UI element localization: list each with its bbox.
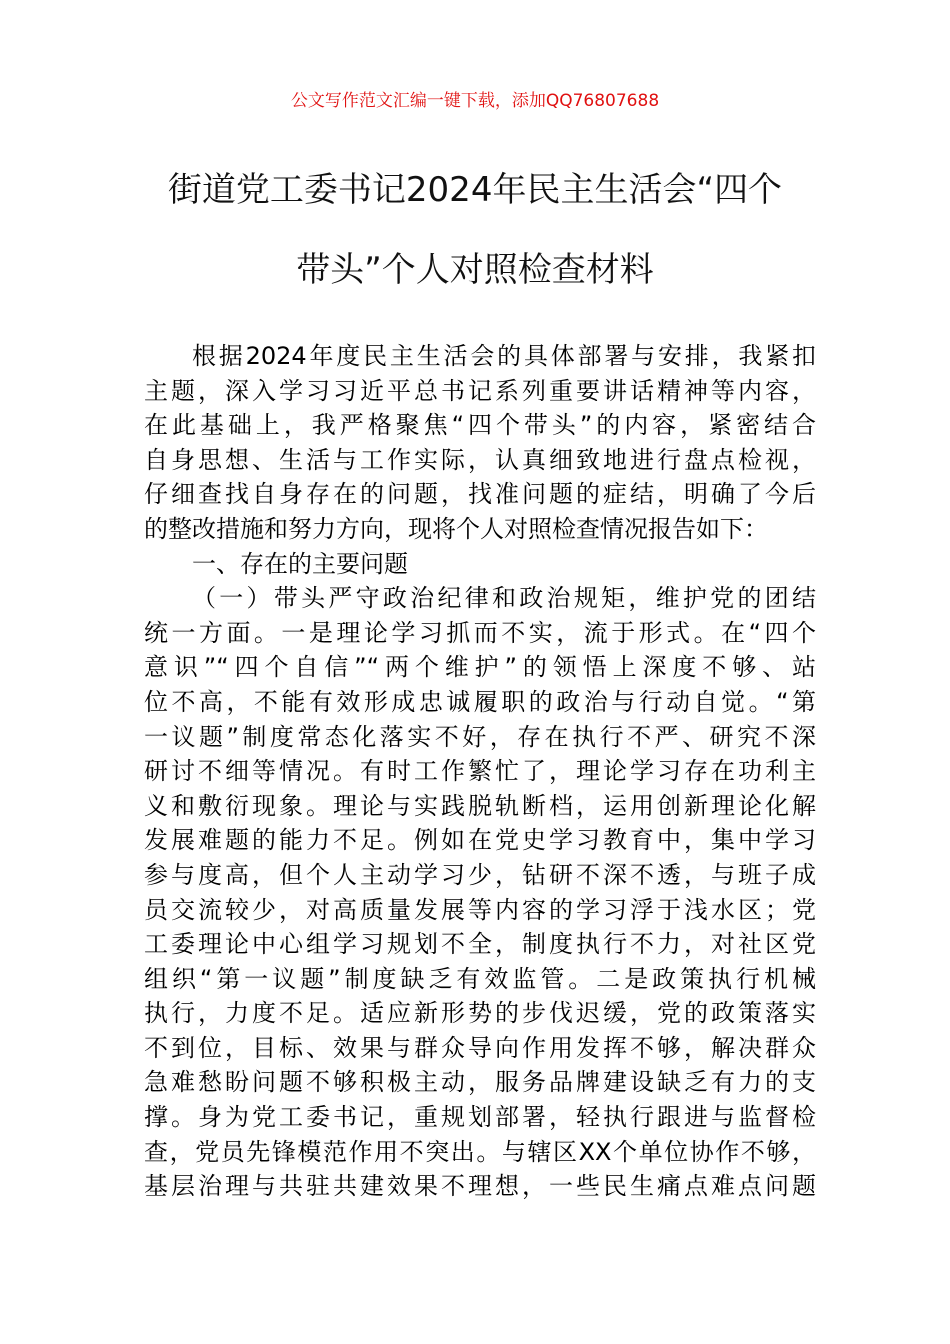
paragraph-line: 义和敷衍现象。理论与实践脱轨断档，运用创新理论化解 <box>144 791 816 820</box>
paragraph-line: 不到位，目标、效果与群众导向作用发挥不够，解决群众 <box>144 1033 816 1062</box>
paragraph-line: 一议题”制度常态化落实不好，存在执行不严、研究不深 <box>144 722 816 751</box>
paragraph-line: 仔细查找自身存在的问题，找准问题的症结，明确了今后 <box>144 480 816 509</box>
paragraph-line: （一）带头严守政治纪律和政治规矩，维护党的团结 <box>192 584 816 613</box>
promo-banner: 公文写作范文汇编一键下载，添加QQ76807688 <box>290 91 660 111</box>
document-title <box>120 150 830 310</box>
document-body <box>144 339 816 1204</box>
paragraph-line: 的整改措施和努力方向，现将个人对照检查情况报告如下： <box>144 514 768 543</box>
paragraph-line: 根据2024年度民主生活会的具体部署与安排，我紧扣 <box>192 342 816 370</box>
section-heading: 一、存在的主要问题 <box>192 549 408 578</box>
paragraph-line: 意识”“四个自信”“两个维护”的领悟上深度不够、站 <box>144 653 816 682</box>
paragraph-line: 位不高，不能有效形成忠诚履职的政治与行动自觉。“第 <box>144 687 816 716</box>
paragraph-line: 参与度高，但个人主动学习少，钻研不深不透，与班子成 <box>144 860 816 889</box>
title-line-2: 带头”个人对照检查材料 <box>296 250 654 290</box>
paragraph-line: 主题，深入学习习近平总书记系列重要讲话精神等内容， <box>144 376 816 405</box>
paragraph-line: 基层治理与共驻共建效果不理想，一些民生痛点难点问题 <box>144 1172 816 1201</box>
title-line-1: 街道党工委书记2024年民主生活会“四个 <box>167 170 783 210</box>
paragraph-line: 自身思想、生活与工作实际，认真细致地进行盘点检视， <box>144 445 816 474</box>
paragraph-line: 在此基础上，我严格聚焦“四个带头”的内容，紧密结合 <box>144 411 816 440</box>
paragraph-line: 撑。身为党工委书记，重规划部署，轻执行跟进与监督检 <box>144 1103 816 1132</box>
paragraph-line: 发展难题的能力不足。例如在党史学习教育中，集中学习 <box>144 826 816 855</box>
paragraph-line: 工委理论中心组学习规划不全，制度执行不力，对社区党 <box>144 930 816 959</box>
paragraph-line: 查，党员先锋模范作用不突出。与辖区XX个单位协作不够， <box>144 1137 816 1166</box>
paragraph-line: 统一方面。一是理论学习抓而不实，流于形式。在“四个 <box>144 618 816 647</box>
paragraph-line: 急难愁盼问题不够积极主动，服务品牌建设缺乏有力的支 <box>144 1068 816 1097</box>
paragraph-line: 组织“第一议题”制度缺乏有效监管。二是政策执行机械 <box>144 964 816 993</box>
paragraph-line: 员交流较少，对高质量发展等内容的学习浮于浅水区；党 <box>144 895 816 924</box>
paragraph-line: 研讨不细等情况。有时工作繁忙了，理论学习存在功利主 <box>144 757 816 786</box>
paragraph-line: 执行，力度不足。适应新形势的步伐迟缓，党的政策落实 <box>144 999 816 1028</box>
